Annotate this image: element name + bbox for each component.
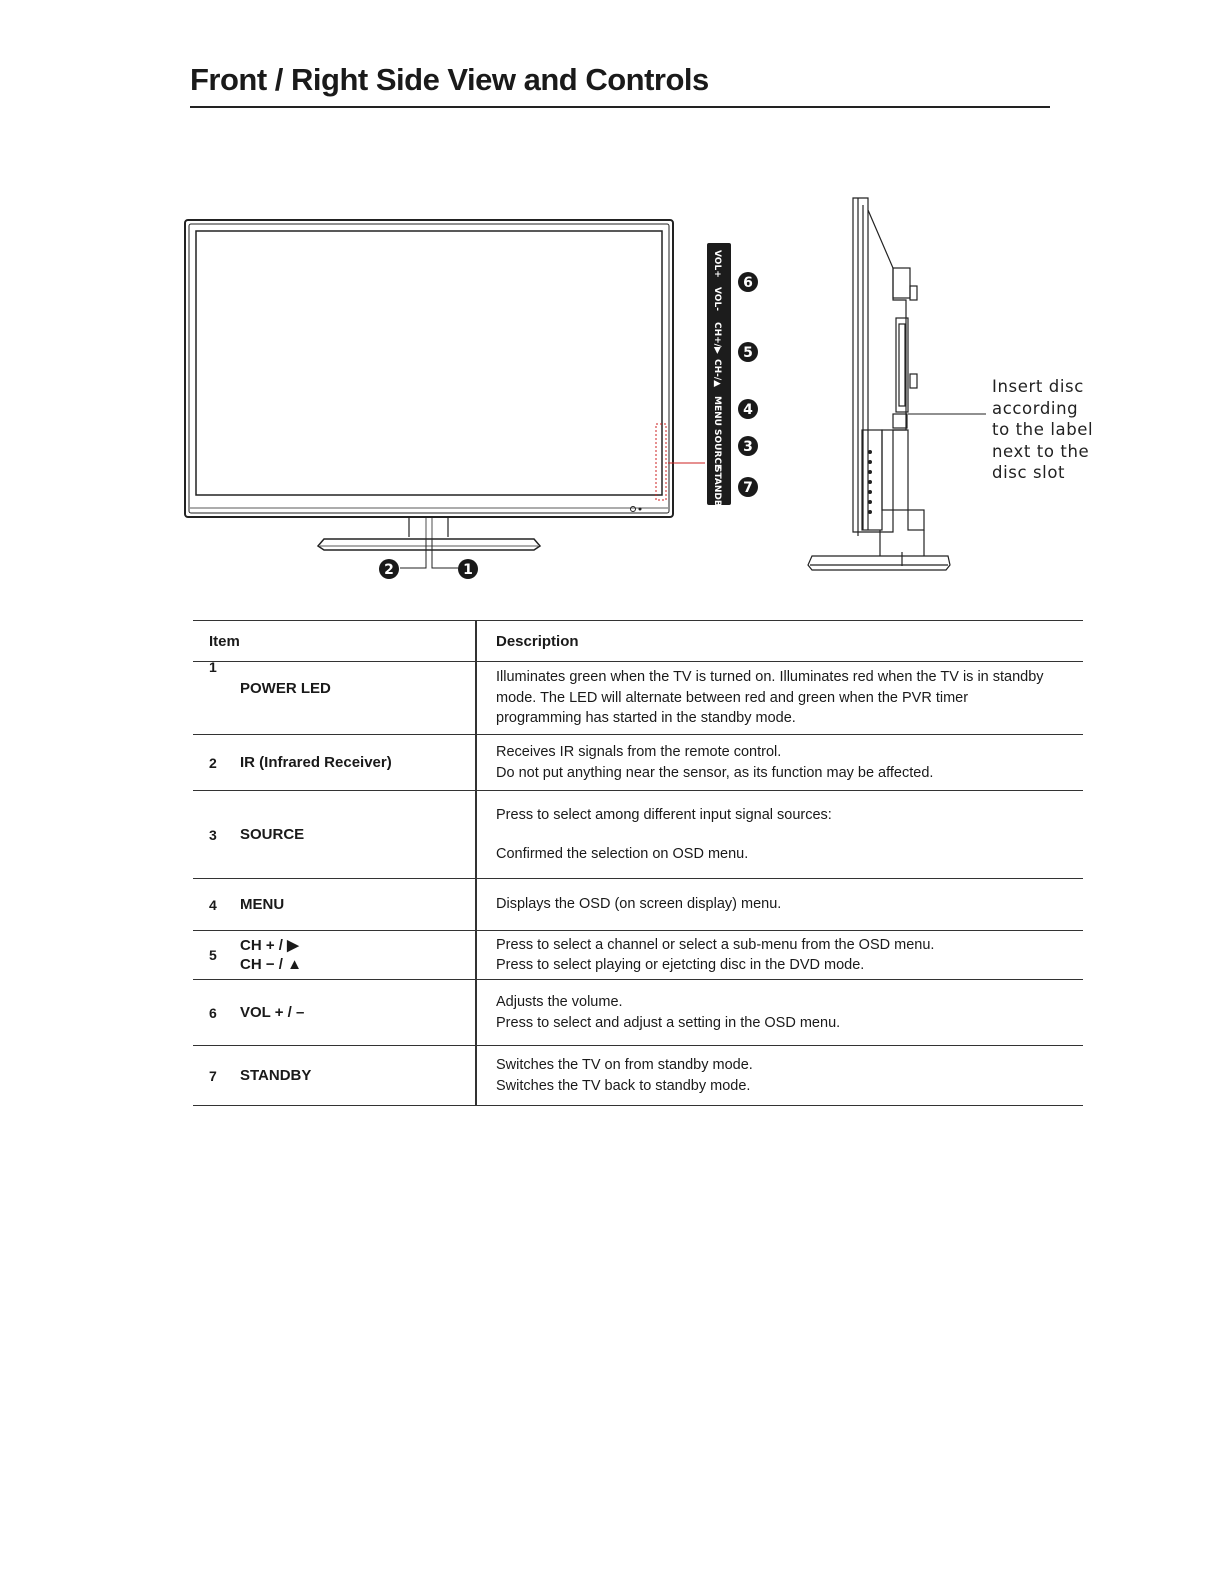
desc-line: Press to select a channel or select a sub-menu from the OSD menu. [496,936,935,953]
item-name [240,1066,311,1085]
item-name-line: CH + / ▶ [240,937,299,954]
item-number: 6 [209,1004,217,1021]
desc-line: Displays the OSD (on screen display) menu. [496,896,782,913]
table-row [193,980,1083,1046]
item-name-line: STANDBY [240,1067,312,1084]
disc-insert-note [992,376,1102,484]
button-label-menu: MENU [712,396,722,426]
button-label-standby: STANDBY [712,466,722,513]
button-label-ch-plus: CH+/▶ [712,322,722,354]
item-name-line: VOL + / – [240,1004,305,1021]
tv-front-view [185,220,705,568]
item-number: 4 [209,896,217,913]
header-item: Item [193,621,476,662]
desc-line: mode. The LED will alternate between red and green when the PVR timer [496,689,969,706]
note-line: according [992,398,1079,418]
table-row [193,1046,1083,1106]
callout-4 [738,399,758,419]
power-led-icon [631,507,636,512]
svg-text:3: 3 [743,439,753,455]
table-row [193,931,1083,980]
item-name-line: POWER LED [240,680,331,697]
button-label-source: SOURCE [712,429,722,471]
desc-line: Switches the TV back to standby mode. [496,1077,751,1094]
item-description [476,931,1083,980]
page-title: Front / Right Side View and Controls [190,62,709,97]
item-description [476,1046,1083,1106]
callout-3 [738,436,758,456]
item-name [240,825,304,844]
item-name-line: CH − / ▲ [240,956,302,973]
svg-text:6: 6 [743,275,753,291]
desc-line: Press to select and adjust a setting in the OSD menu. [496,1014,841,1031]
item-name [240,659,331,719]
item-name-line: SOURCE [240,826,305,843]
button-label-vol-plus: VOL+ [712,250,722,278]
item-name-line: IR (Infrared Receiver) [240,754,392,771]
callout-6 [738,272,758,292]
button-label-ch-minus: CH-/▲ [712,359,722,388]
callout-2 [379,559,399,579]
svg-text:4: 4 [743,402,753,418]
ir-sensor-icon [639,508,642,511]
table-row [193,735,1083,791]
svg-text:7: 7 [743,480,753,496]
item-description [476,735,1083,791]
desc-line: Confirmed the selection on OSD menu. [496,845,749,862]
item-number: 2 [209,754,217,771]
table-row [193,791,1083,879]
item-number: 7 [209,1067,217,1084]
item-description [476,879,1083,931]
callout-5 [738,342,758,362]
header-description: Description [476,621,1083,662]
note-line: disc slot [992,463,1066,482]
item-description [476,791,1083,879]
controls-table [193,620,1083,1106]
table-row [193,662,1083,735]
desc-line: Press to select among different input signal sources: [496,807,832,823]
note-line: next to the [992,441,1090,461]
desc-line: Adjusts the volume. [496,994,623,1010]
item-number: 1 [209,659,217,675]
button-label-vol-minus: VOL- [712,287,722,311]
item-number: 5 [209,947,217,963]
callout-7 [738,477,758,497]
desc-line: Press to select playing or ejetcting disc in the DVD mode. [496,957,865,973]
desc-line: Receives IR signals from the remote control. [496,744,782,760]
desc-line: programming has started in the standby mode. [496,710,796,727]
table-row [193,879,1083,931]
tv-side-view [808,198,986,570]
item-name [240,936,302,974]
item-name [240,895,284,914]
table-header-row [193,621,1083,662]
svg-text:5: 5 [743,345,753,361]
svg-text:1: 1 [463,562,473,578]
item-number: 3 [209,826,217,843]
item-name-line: MENU [240,896,285,913]
note-line: Insert disc [992,377,1084,396]
callout-1 [458,559,478,579]
item-description [476,980,1083,1046]
tv-diagram [0,0,1224,600]
desc-line: Do not put anything near the sensor, as its function may be affected. [496,764,934,781]
item-description [476,662,1083,735]
item-name [240,1003,304,1022]
note-line: to the label [992,420,1094,439]
desc-line: Switches the TV on from standby mode. [496,1057,753,1073]
desc-line: Illuminates green when the TV is turned on. Illuminates red when the TV is in standby [496,669,1044,686]
svg-text:2: 2 [384,562,394,578]
item-name [240,753,392,772]
